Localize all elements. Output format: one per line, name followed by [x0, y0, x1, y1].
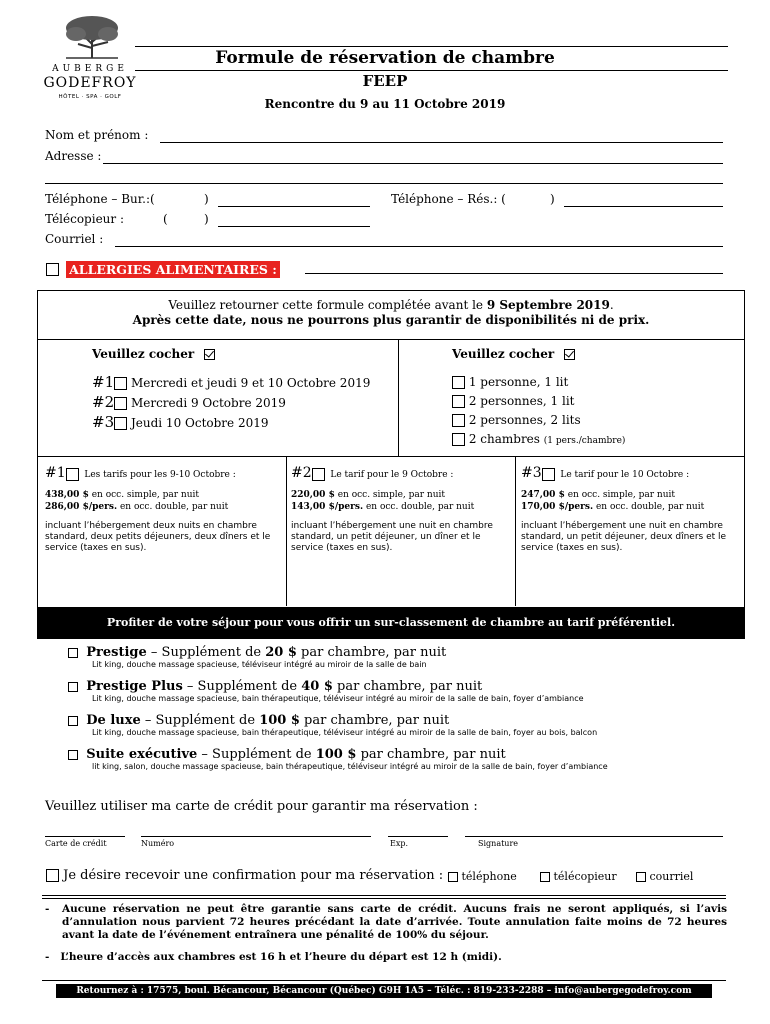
date-option-1[interactable]: #1 Mercredi et jeudi 9 et 10 Octobre 2019: [92, 373, 371, 391]
card-number-field[interactable]: [141, 836, 371, 837]
checked-box-icon: [204, 349, 215, 360]
right-check-header: Veuillez cocher: [452, 347, 575, 361]
notice-warning: Après cette date, nous ne pourrons plus garantir de disponibilités ni de prix.: [132, 313, 650, 327]
confirmation-row: [46, 868, 443, 883]
card-prompt: Veuillez utiliser ma carte de crédit pour garantir ma réservation :: [45, 799, 478, 814]
fax-field[interactable]: [218, 226, 370, 227]
card-signature-label: Signature: [478, 839, 519, 848]
occupancy-options: [452, 373, 625, 451]
occupancy-option-1[interactable]: 1 personne, 1 lit: [452, 373, 625, 392]
upgrade-prestige-plus[interactable]: Prestige Plus – Supplément de 40 $ par chambre, par nuit Lit king, douche massage spacieuse, bain thérapeutique, téléviseur intégré au miroir de la salle de bain, foyer d’ambiance: [68, 679, 738, 713]
card-type-label: Carte de crédit: [45, 839, 107, 848]
checked-box-icon: [564, 349, 575, 360]
confirm-fax[interactable]: télécopieur: [540, 870, 617, 883]
card-signature-field[interactable]: [465, 836, 723, 837]
logo-line1: AUBERGE: [52, 64, 128, 74]
name-field[interactable]: [160, 142, 723, 143]
card-number-label: Numéro: [141, 839, 175, 848]
email-field[interactable]: [115, 246, 723, 247]
rate-column-3: #3 Le tarif pour le 10 Octobre : 247,00 $ en occ. simple, par nuit 170,00 $/pers. en occ. double, par nuit incluant l’hébergement une nuit en chambre standard, un petit déjeuner, deux dîners et le service (taxes en sus).: [521, 465, 727, 553]
event-dates: Rencontre du 9 au 11 Octobre 2019: [264, 97, 506, 111]
date-options: [92, 373, 370, 433]
name-label: Nom et prénom :: [45, 128, 149, 142]
checkbox[interactable]: [114, 377, 127, 390]
fax-close: ): [204, 212, 209, 226]
email-label: Courriel :: [45, 232, 104, 246]
form-title: Formule de réservation de chambre: [215, 48, 555, 68]
upgrade-banner: Profiter de votre séjour pour vous offrir un sur-classement de chambre au tarif préférentiel.: [38, 607, 744, 638]
card-exp-label: Exp.: [390, 839, 409, 848]
notice-text: Veuillez retourner cette formule complétée avant le: [168, 298, 487, 312]
phone-home-field[interactable]: [564, 206, 723, 207]
tree-icon: [62, 14, 122, 60]
rate-column-2: #2 Le tarif pour le 9 Octobre : 220,00 $ en occ. simple, par nuit 143,00 $/pers. en occ. double, par nuit incluant l’hébergement une nuit en chambre standard, un petit déjeuner, un dîner et le service (taxes en sus).: [291, 465, 493, 553]
card-exp-field[interactable]: [388, 836, 448, 837]
upgrade-prestige[interactable]: Prestige – Supplément de 20 $ par chambre, par nuit Lit king, douche massage spacieuse, téléviseur intégré au miroir de la salle de bain: [68, 645, 738, 679]
confirm-phone[interactable]: téléphone: [448, 870, 517, 883]
date-option-3[interactable]: #3 Jeudi 10 Octobre 2019: [92, 413, 269, 431]
occupancy-option-2[interactable]: 2 personnes, 1 lit: [452, 392, 625, 411]
phone-home-close: ): [550, 192, 555, 206]
phone-work-label: Téléphone – Bur.:(: [45, 192, 155, 206]
left-check-header: Veuillez cocher: [92, 347, 215, 361]
cancellation-note: - Aucune réservation ne peut être garantie sans carte de crédit. Aucuns frais ne seront appliqués, si l’avis d’annulation nous parvient 72 heures précédant la date d’arrivée. Toute annulation faite moins de 72 heures avant la date de l’événement entraînera une pénalité de 100% du séjour.: [45, 903, 727, 941]
checkin-note: - L’heure d’accès aux chambres est 16 h et l’heure du départ est 12 h (midi).: [45, 951, 502, 963]
occupancy-option-4[interactable]: 2 chambres (1 pers./chambre): [452, 430, 625, 451]
phone-work-close: ): [204, 192, 209, 206]
allergies-label: ALLERGIES ALIMENTAIRES :: [66, 261, 280, 278]
allergies-field[interactable]: [305, 273, 723, 274]
card-type-field[interactable]: [45, 836, 125, 837]
date-option-2[interactable]: #2 Mercredi 9 Octobre 2019: [92, 393, 286, 411]
notice: Veuillez retourner cette formule complétée avant le 9 Septembre 2019. Après cette date, nous ne pourrons plus garantir de disponibilités ni de prix.: [38, 298, 744, 328]
upgrade-deluxe[interactable]: De luxe – Supplément de 100 $ par chambre, par nuit Lit king, douche massage spacieuse, bain thérapeutique, téléviseur intégré au miroir de la salle de bain, foyer au bois, balcon: [68, 713, 738, 747]
confirmation-text: Je désire recevoir une confirmation pour ma réservation :: [63, 868, 444, 883]
upgrade-options: [68, 645, 738, 781]
address-field[interactable]: [103, 163, 723, 164]
address-label: Adresse :: [45, 149, 102, 163]
logo-line2: GODEFROY: [43, 75, 137, 91]
fax-label: Télécopieur :: [45, 212, 125, 226]
address-field-2[interactable]: [45, 183, 723, 184]
footer-address: Retournez à : 17575, boul. Bécancour, Bécancour (Québec) G9H 1A5 – Téléc. : 819-233-2288 – info@aubergegodefroy.com: [56, 984, 712, 998]
logo-line3: HÔTEL · SPA · GOLF: [58, 94, 122, 100]
phone-home-label: Téléphone – Rés.: (: [391, 192, 506, 206]
rate-column-1: #1 Les tarifs pour les 9-10 Octobre : 438,00 $ en occ. simple, par nuit 286,00 $/pers. en occ. double, par nuit incluant l’hébergement deux nuits en chambre standard, deux petits déjeuners, deux dîners et le service (taxes en sus).: [45, 465, 271, 553]
upgrade-suite[interactable]: Suite exécutive – Supplément de 100 $ par chambre, par nuit lit king, salon, douche massage spacieuse, bain thérapeutique, téléviseur intégré au miroir de la salle de bain, foyer d’ambiance: [68, 747, 738, 781]
fax-open: (: [163, 212, 168, 226]
checkbox[interactable]: [114, 417, 127, 430]
deadline: 9 Septembre 2019: [486, 298, 610, 312]
occupancy-option-3[interactable]: 2 personnes, 2 lits: [452, 411, 625, 430]
confirmation-checkbox[interactable]: [46, 869, 59, 882]
form-subtitle: FEEP: [362, 72, 408, 90]
logo: [40, 14, 140, 104]
phone-work-field[interactable]: [218, 206, 370, 207]
checkbox[interactable]: [114, 397, 127, 410]
confirm-email[interactable]: courriel: [636, 870, 693, 883]
allergies-checkbox[interactable]: [46, 263, 59, 276]
allergies-row: [46, 259, 280, 278]
